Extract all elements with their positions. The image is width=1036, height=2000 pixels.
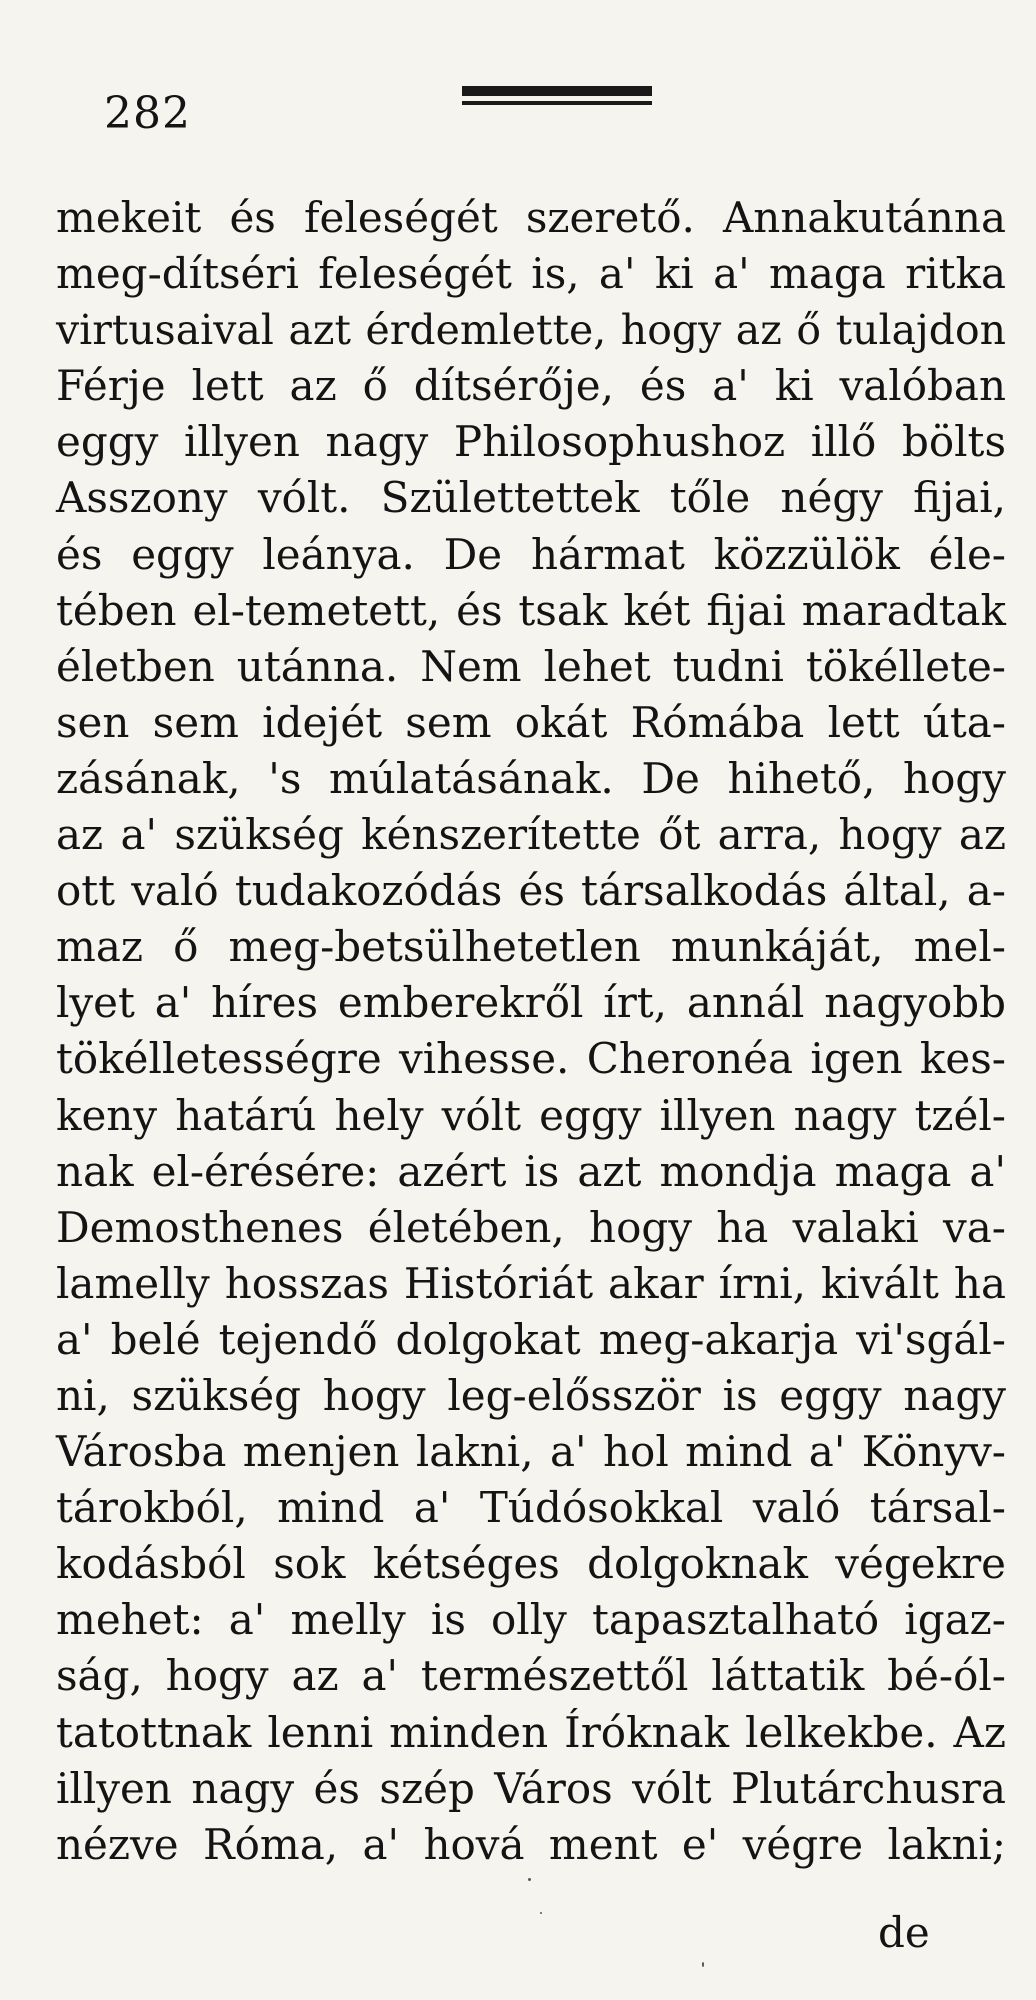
header-rule-thick — [462, 86, 652, 96]
text-line: tárokból, mind a' Túdósokkal való társal- — [56, 1483, 1006, 1533]
text-line: virtusaival azt érdemlette, hogy az ő tulajdon — [56, 306, 1006, 355]
text-line: nak el-érésére: azért is azt mondja maga a' — [56, 1146, 1006, 1196]
text-line: meg-dítséri feleségét is, a' ki a' maga ritka — [56, 249, 1006, 299]
text-line: illyen nagy és szép Város vólt Plutárchusra — [56, 1763, 1006, 1813]
text-line: életben utánna. Nem lehet tudni tökéllete- — [56, 641, 1006, 691]
text-line: tében el-temetett, és tsak két fijai maradtak — [56, 585, 1006, 635]
text-line: maz ő meg-betsülhetetlen munkáját, mel- — [56, 922, 1006, 972]
text-line: mehet: a' melly is olly tapasztalható igaz- — [56, 1595, 1006, 1645]
speck — [540, 1912, 542, 1914]
text-line: zásának, 's múlatásának. De hihető, hogy — [56, 753, 1006, 803]
page-number: 282 — [104, 88, 191, 139]
text-line: sen sem idejét sem okát Rómába lett úta- — [56, 697, 1006, 747]
text-line: és eggy leánya. De hármat közzülök éle- — [56, 529, 1006, 579]
text-line: tökélletességre vihesse. Cheronéa igen kes- — [56, 1034, 1006, 1084]
text-line: kodásból sok kétséges dolgoknak végekre — [56, 1539, 1006, 1589]
text-line: tatottnak lenni minden Íróknak lelkekbe. Az — [56, 1707, 1006, 1757]
text-line: eggy illyen nagy Philosophushoz illő bölts — [56, 417, 1006, 467]
text-line: ni, szükség hogy leg-elősször is eggy nagy — [56, 1370, 1006, 1420]
text-line: nézve Róma, a' hová ment e' végre lakni; — [56, 1819, 1006, 1869]
text-line: lamelly hosszas Históriát akar írni, kivált ha — [56, 1258, 1006, 1308]
speck — [528, 1878, 531, 1881]
text-line: ott való tudakozódás és társalkodás által, a- — [56, 866, 1006, 916]
speck — [702, 1962, 704, 1967]
text-line: lyet a' híres emberekről írt, annál nagyobb — [56, 978, 1006, 1028]
header-rule — [462, 86, 652, 108]
text-line: az a' szükség kénszerítette őt arra, hogy az — [56, 810, 1006, 860]
text-line: Férje lett az ő dítsérője, és a' ki valóban — [56, 361, 1006, 411]
catchword: de — [878, 1908, 930, 1957]
text-line: keny határú hely vólt eggy illyen nagy tzél- — [56, 1090, 1006, 1140]
text-line: mekeit és feleségét szerető. Annakutánna — [56, 193, 1006, 242]
body-text — [56, 190, 1006, 1873]
text-line: ság, hogy az a' természettől láttatik bé-ól- — [56, 1651, 1006, 1701]
text-line: Városba menjen lakni, a' hol mind a' Könyv- — [56, 1427, 1006, 1477]
text-line: a' belé tejendő dolgokat meg-akarja vi'sgál- — [56, 1314, 1006, 1364]
text-line: Demosthenes életében, hogy ha valaki va- — [56, 1202, 1006, 1252]
text-line: Asszony vólt. Születtettek tőle négy fijai, — [56, 473, 1006, 523]
header-rule-thin — [462, 101, 652, 105]
